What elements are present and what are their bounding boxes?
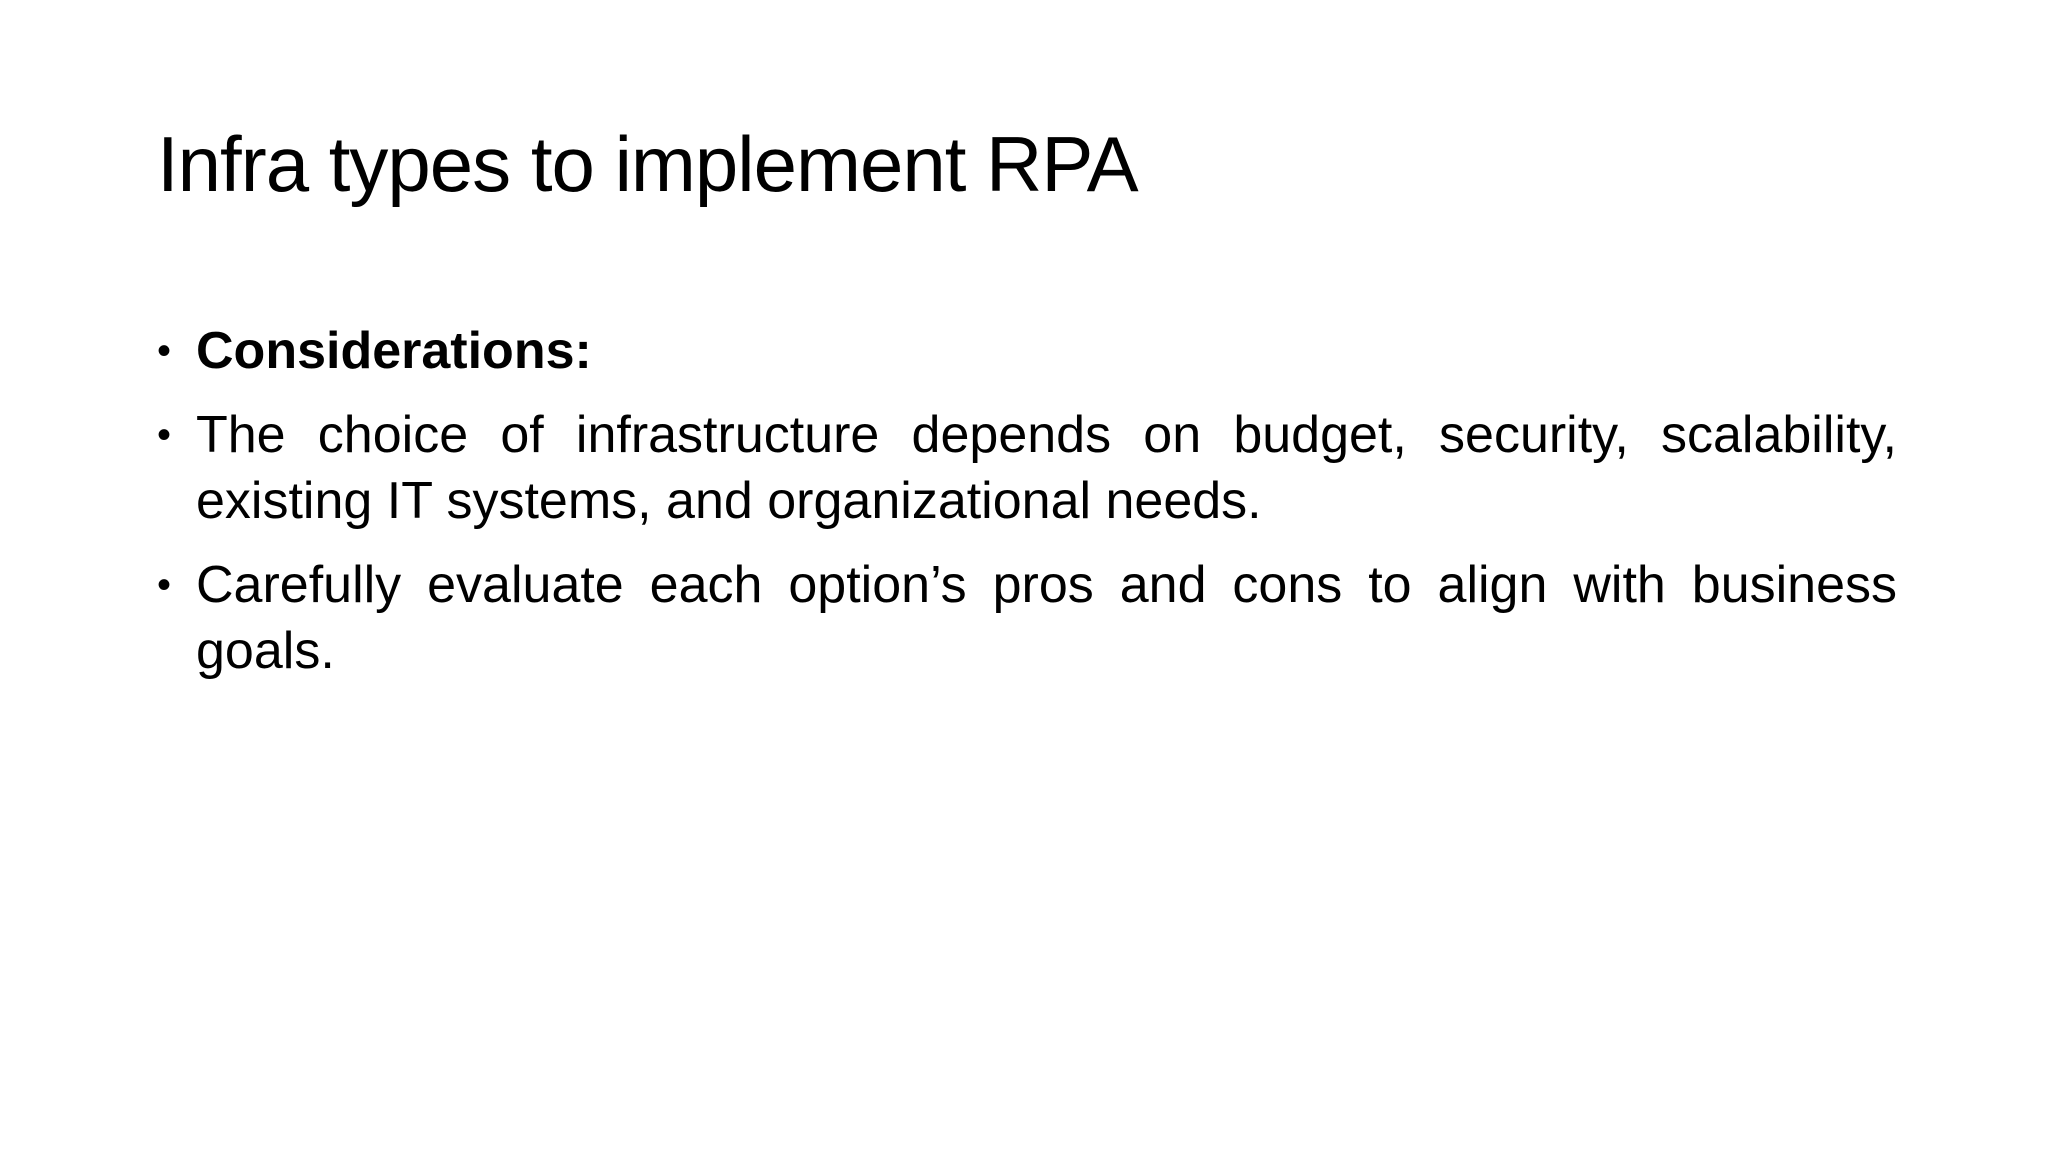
bullet-text: Carefully evaluate each option’s pros and cons to align with business goals. (196, 556, 1897, 680)
bullet-item-considerations (157, 318, 1897, 384)
bullet-item-infrastructure-choice (157, 402, 1897, 534)
bullet-icon: • (157, 413, 172, 457)
bullet-item-evaluate-options (157, 552, 1897, 684)
bullet-text: The choice of infrastructure depends on budget, security, scalability, existing IT systems, and organizational needs. (196, 406, 1897, 530)
bullet-list (157, 318, 1897, 702)
bullet-icon: • (157, 563, 172, 607)
bullet-text: Considerations: (196, 322, 592, 380)
slide-title: Infra types to implement RPA (157, 120, 1138, 208)
bullet-icon: • (157, 329, 172, 373)
